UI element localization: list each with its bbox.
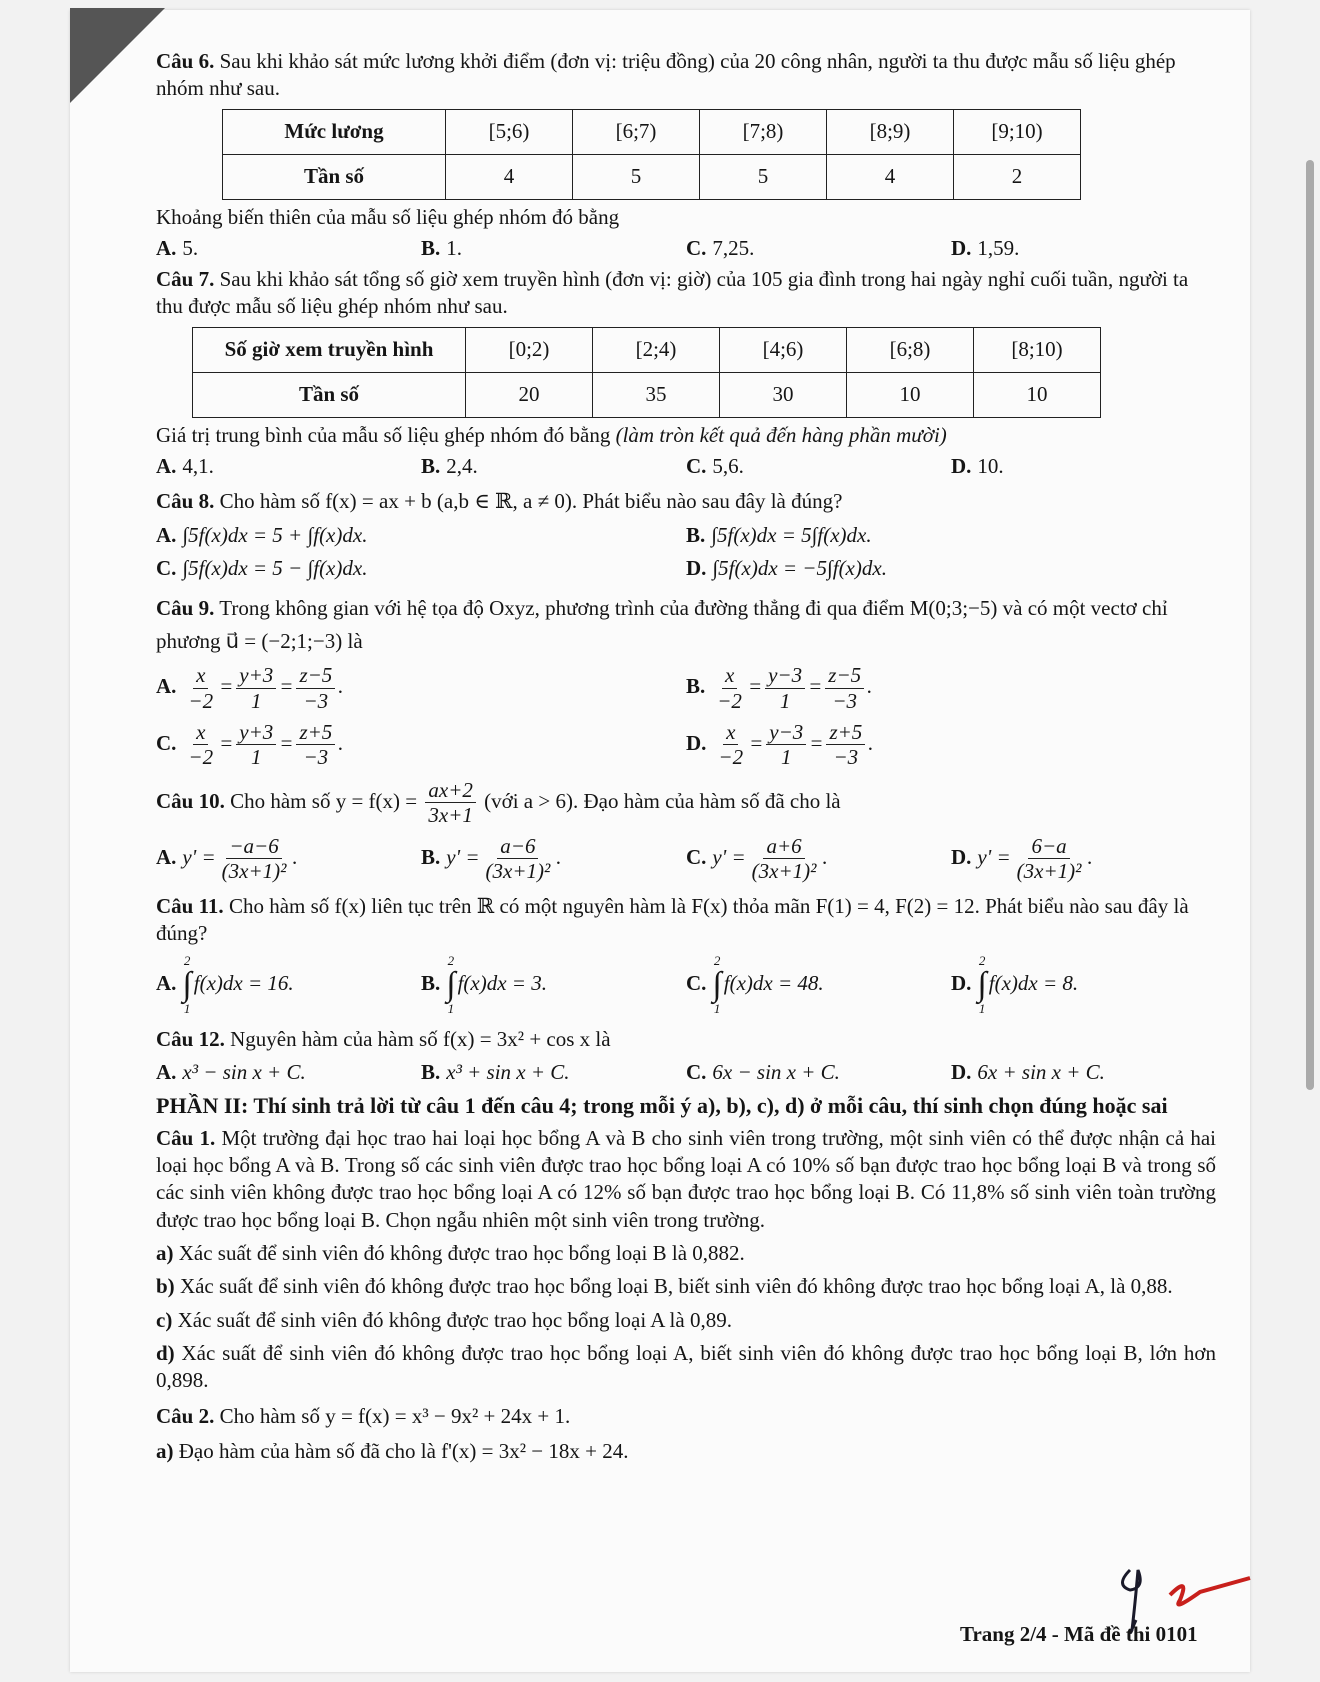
option-text: 1. [446,235,463,260]
option-c [686,235,951,262]
option-text: 6x + sin x + C. [977,1059,1105,1084]
upper-limit: 2 [447,953,455,969]
table-cell: 2 [954,154,1081,199]
option-text: f(x)dx = 16. [193,971,294,996]
option-letter: C. [686,1059,707,1084]
table-cell: 4 [446,154,573,199]
statement-b [156,1273,1216,1300]
question-text: Nguyên hàm của hàm số f(x) = 3x² + cos x là [224,1026,611,1051]
option-letter: A. [156,235,177,260]
statement-c [156,1307,1216,1334]
option-letter: C. [156,555,177,580]
option-prefix: y' = [182,845,216,870]
denominator: −2 [188,688,214,713]
question-11 [156,893,1216,948]
option-c [156,555,686,582]
question-7 [156,266,1216,321]
denominator: 1 [251,744,262,769]
denominator: 1 [781,744,792,769]
table-cell: 4 [827,154,954,199]
option-letter: B. [686,522,706,547]
option-d [951,235,1216,262]
statement-text: Xác suất để sinh viên đó không được trao học bổng loại A là 0,89. [172,1307,732,1332]
fraction [766,720,806,770]
denominator: (3x+1)² [221,859,287,884]
denominator: −2 [717,688,742,713]
options-11 [156,953,1216,1017]
option-letter: A. [156,674,177,699]
denominator: 3x+1 [428,803,473,828]
option-prefix: y' = [446,845,480,870]
table-cell: 5 [700,154,827,199]
prompt-note: (làm tròn kết quả đến hàng phần mười) [615,422,947,447]
option-letter: D. [686,555,707,580]
option-text: ∫5f(x)dx = 5∫f(x)dx. [711,522,872,547]
option-b [421,1059,686,1086]
option-a [156,522,686,549]
numerator: z+5 [826,720,865,745]
numerator: x [722,663,737,688]
option-a: A. y' = $\frac{-a-6}{\text{(3x+1)²}}$ . [156,834,298,884]
option-b [686,522,1216,549]
lower-limit: 1 [447,1000,455,1016]
option-a [156,453,421,480]
options-9-row2 [156,720,1216,770]
numerator: z−5 [825,663,864,688]
numerator: y−3 [765,663,805,688]
option-letter: C. [156,730,177,755]
integral-symbol: ∫ [977,966,987,1004]
question-label: Câu 7. [156,267,215,292]
question-text: Cho hàm số f(x) liên tục trên ℝ có một nguyên hàm là F(x) thỏa mãn F(1) = 4, F(2) = 12. Phát biểu nào sau đây là đúng? [156,893,1189,945]
table-header-cell: [6;8) [847,327,974,372]
option-letter: C. [686,235,707,260]
table-cell: 5 [573,154,700,199]
lower-limit: 1 [978,1000,986,1016]
integral-sign [182,953,191,1017]
option-text: 10. [977,454,1004,479]
question-9 [156,592,1216,657]
part-2-heading: PHẦN II: Thí sinh trả lời từ câu 1 đến câu 4; trong mỗi ý a), b), c), d) ở mỗi câu, thí sinh chọn đúng hoặc sai [156,1093,1168,1119]
question-text: Cho hàm số y = f(x) = x³ − 9x² + 24x + 1. [214,1403,571,1428]
option-letter: B. [421,235,441,260]
option-text: 5. [182,235,199,260]
question-label: Câu 2. [156,1403,215,1428]
part2-question-1 [156,1125,1216,1234]
statement-text: Xác suất để sinh viên đó không được trao học bổng loại B, biết sinh viên đó không được trao học bổng loại A, là 0,88. [174,1274,1173,1299]
option-d [951,453,1216,480]
numerator: −a−6 [226,834,281,859]
option-letter: A. [156,454,177,479]
option-letter: C. [686,971,707,996]
fraction [483,834,554,884]
table-header-cell: Số giờ xem truyền hình [193,327,466,372]
table-header-cell: [0;2) [466,327,593,372]
question-text: Trong không gian với hệ tọa độ Oxyz, phương trình của đường thẳng đi qua điểm M(0;3;−5) và có một vectơ chỉ phương u⃗ = (−2;1;−3) là [156,596,1168,653]
option-text: 7,25. [712,235,755,260]
table-header-cell: [8;10) [974,327,1101,372]
option-d: D. $\frac{x}{-2}$ = $\frac{y-3}{1}$ = $\frac{z+5}{-3}$ . [686,719,874,769]
option-c [686,953,951,1017]
statement-a [156,1438,1216,1465]
statement-label: b) [156,1274,175,1299]
fraction [185,720,216,770]
option-c [686,453,951,480]
option-letter: D. [951,235,972,260]
option-text: x³ + sin x + C. [446,1059,570,1084]
option-letter: C. [686,454,707,479]
denominator: (3x+1)² [751,859,817,884]
question-prompt: Khoảng biến thiên của mẫu số liệu ghép nhóm đó bằng [156,204,620,229]
option-text: 1,59. [977,235,1020,260]
table-cell: Tần số [223,154,446,199]
frequency-table-7 [192,327,1101,418]
question-label: Câu 1. [156,1125,216,1150]
integral-sign [712,953,721,1017]
numerator: ax+2 [425,778,476,803]
frequency-table-6 [222,109,1081,200]
denominator: −2 [718,744,744,769]
integral-symbol: ∫ [182,966,192,1004]
option-d: D. y' = $\frac{6-a}{\text{(3x+1)²}}$ . [951,834,1093,884]
statement-text: Xác suất để sinh viên đó không được trao học bổng loại A, biết sinh viên đó không được trao học bổng loại B, lớn hơn 0,898. [156,1340,1216,1393]
options-6 [156,235,1216,262]
table-header-cell: Mức lương [223,109,446,154]
statement-text: Xác suất để sinh viên đó không được trao học bổng loại B là 0,882. [173,1241,745,1266]
option-a [156,953,421,1017]
option-text: x³ − sin x + C. [182,1059,306,1084]
question-label: Câu 12. [156,1026,225,1051]
fraction [715,720,746,770]
question-text: Cho hàm số f(x) = ax + b (a,b ∈ ℝ, a ≠ 0). Phát biểu nào sau đây là đúng? [214,489,843,514]
denominator: (3x+1)² [1016,859,1082,884]
option-letter: A. [156,1059,177,1084]
fraction [826,720,865,770]
option-letter: B. [686,674,706,699]
integral-symbol: ∫ [446,966,456,1004]
table-header-cell: [7;8) [700,109,827,154]
table-header-cell: [4;6) [720,327,847,372]
question-12 [156,1026,1216,1053]
statement-label: a) [156,1438,174,1463]
denominator: −3 [832,688,858,713]
numerator: x [193,720,208,745]
option-d [951,1059,1216,1086]
option-c: C. y' = $\frac{a+6}{\text{(3x+1)²}}$ . [686,834,828,884]
option-letter: A. [156,971,177,996]
options-10 [156,834,1216,884]
denominator: −3 [303,688,329,713]
statement-text: Đạo hàm của hàm số đã cho là f'(x) = 3x² − 18x + 24. [173,1438,629,1463]
table-cell: 10 [974,372,1101,417]
question-label: Câu 9. [156,596,215,621]
question-prompt [156,422,1216,449]
table-header-cell: [9;10) [954,109,1081,154]
option-prefix: y' = [977,845,1011,870]
table-cell: Tần số [193,372,466,417]
integral-sign [446,953,455,1017]
option-text: ∫5f(x)dx = −5∫f(x)dx. [712,555,887,580]
option-a [156,235,421,262]
table-header-cell: [6;7) [573,109,700,154]
numerator: x [193,663,208,688]
options-9-row1 [156,663,1216,713]
table-cell: 20 [466,372,593,417]
options-8-row1 [156,522,1216,549]
option-letter: B. [421,1059,441,1084]
numerator: y+3 [236,720,276,745]
numerator: x [723,720,738,745]
option-letter: D. [951,845,972,870]
table-cell: 35 [593,372,720,417]
option-c: C. $\frac{x}{-2}$ = $\frac{y+3}{1}$ = $\frac{z+5}{-3}$ . [156,719,344,769]
fraction [236,663,276,713]
option-text: 2,4. [446,454,478,479]
option-letter: B. [421,454,441,479]
option-d [686,555,1216,582]
numerator: z+5 [296,720,335,745]
fraction [749,834,820,884]
option-a: A. $\frac{x}{-2}$ = $\frac{y+3}{1}$ = $\frac{z-5}{-3}$ . [156,663,344,713]
table-header-cell: [8;9) [827,109,954,154]
question-8 [156,488,1216,515]
fraction [714,663,745,713]
numerator: a−6 [497,834,538,859]
option-letter: D. [951,971,972,996]
page-footer: Trang 2/4 - Mã đề thi 0101 [960,1622,1198,1646]
prompt-text: Giá trị trung bình của mẫu số liệu ghép nhóm đó bằng [156,422,616,447]
question-text-pre: Cho hàm số y = f(x) = [224,788,423,813]
fraction [765,663,805,713]
table-cell: 30 [720,372,847,417]
table-header-cell: [5;6) [446,109,573,154]
upper-limit: 2 [978,953,986,969]
option-letter: B. [421,845,441,870]
exam-content [156,48,1216,1471]
option-b [421,235,686,262]
option-text: f(x)dx = 48. [723,971,824,996]
question-text: Một trường đại học trao hai loại học bổng A và B cho sinh viên trong trường, một sinh viên có thể được nhận cả hai loại học bổng A và B. Trong số các sinh viên được trao học bổng loại A có 10% số bạn được trao học bổng loại B và trong số các sinh viên không được trao học bổng loại A có 12% số bạn được trao học bổng loại B. Có 11,8% số sinh viên toàn trường được trao học bổng loại B. Chọn ngẫu nhiên một sinh viên trong trường. [156,1125,1216,1232]
fraction [825,663,864,713]
option-text: f(x)dx = 8. [988,971,1079,996]
option-d [951,953,1216,1017]
table-header-cell: [2;4) [593,327,720,372]
question-label: Câu 8. [156,489,215,514]
option-letter: A. [156,522,177,547]
integral-sign [977,953,986,1017]
options-12 [156,1059,1216,1086]
statement-label: d) [156,1340,175,1365]
question-label: Câu 11. [156,893,224,918]
upper-limit: 2 [183,953,191,969]
statement-a [156,1240,1216,1267]
numerator: z−5 [296,663,335,688]
option-text: f(x)dx = 3. [457,971,547,996]
denominator: 1 [779,688,791,713]
page-fold [70,8,165,103]
denominator: (3x+1)² [485,859,551,884]
option-text: 4,1. [182,454,214,479]
numerator: y+3 [236,663,276,688]
option-text: ∫5f(x)dx = 5 − ∫f(x)dx. [182,555,368,580]
denominator: −3 [303,744,329,769]
denominator: 1 [251,688,262,713]
numerator: y−3 [766,720,806,745]
upper-limit: 2 [713,953,721,969]
question-label: Câu 6. [156,49,215,73]
option-a [156,1059,421,1086]
fraction [185,663,216,713]
fraction [1014,834,1085,884]
fraction [296,720,335,770]
option-letter: D. [951,454,972,479]
question-6 [156,48,1216,103]
statement-label: a) [156,1241,174,1266]
option-text: 5,6. [712,454,744,479]
fraction [236,720,276,770]
part2-question-2 [156,1403,1216,1430]
fraction [219,834,290,884]
numerator: 6−a [1028,834,1069,859]
option-letter: A. [156,845,177,870]
options-8-row2 [156,555,1216,582]
question-10 [156,778,1216,828]
option-b [421,953,686,1017]
denominator: −2 [188,744,214,769]
question-label: Câu 10. [156,788,225,813]
lower-limit: 1 [183,1000,191,1016]
option-letter: B. [421,971,441,996]
statement-d [156,1340,1216,1395]
fraction [296,663,335,713]
denominator: −3 [833,744,859,769]
option-prefix: y' = [712,845,746,870]
option-text: ∫5f(x)dx = 5 + ∫f(x)dx. [182,522,368,547]
function-fraction [425,778,476,828]
option-letter: C. [686,845,707,870]
numerator: a+6 [763,834,804,859]
options-7 [156,453,1216,480]
option-text: 6x − sin x + C. [712,1059,840,1084]
option-b: B. $\frac{x}{-2}$ = $\frac{y-3}{1}$ = $\frac{z-5}{-3}$ . [686,663,873,713]
option-c [686,1059,951,1086]
lower-limit: 1 [713,1000,721,1016]
option-b [421,453,686,480]
integral-symbol: ∫ [712,966,722,1004]
question-text-post: (với a > 6). Đạo hàm của hàm số đã cho là [478,788,841,813]
table-cell: 10 [847,372,974,417]
option-letter: D. [686,730,707,755]
option-b: B. y' = $\frac{a-6}{\text{(3x+1)²}}$ . [421,834,562,884]
scrollbar[interactable] [1306,160,1314,1090]
question-text: Sau khi khảo sát tổng số giờ xem truyền hình (đơn vị: giờ) của 105 gia đình trong hai ngày nghỉ cuối tuần, người ta thu được mẫu số liệu ghép nhóm như sau. [156,267,1189,319]
statement-label: c) [156,1307,173,1332]
option-letter: D. [951,1059,972,1084]
question-text: Sau khi khảo sát mức lương khởi điểm (đơn vị: triệu đồng) của 20 công nhân, người ta thu được mẫu số liệu ghép nhóm như sau. [156,49,1176,101]
